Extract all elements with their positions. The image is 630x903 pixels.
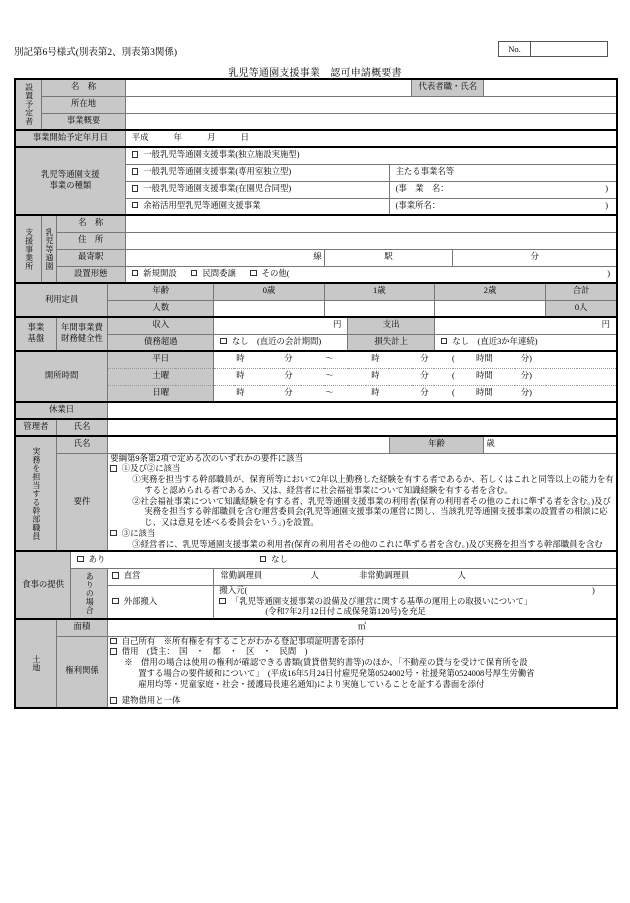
office-vertical-label-left: 支援事業所 [15,215,42,283]
req-item-3: ③経営者に、乳児等通園支援事業の利用者(保育の利用者その他のこれに準ずる者を含む。)及び実務を担当する幹部職員を含む [132,539,603,549]
checkbox-meals-direct[interactable] [112,572,119,579]
meals-standard-line1[interactable]: 「乳児等通園支援事業の設備及び運営に関する基準の運用上の取扱いについて」 [219,597,614,608]
establisher-address-label: 所在地 [42,96,125,113]
checkbox-land-lease[interactable] [110,648,117,655]
hours-h1-0: 時 [236,354,245,364]
meals-cook-counts[interactable]: 常勤調理員 人 非常勤調理員 人 [214,568,617,585]
executive-req-label: 要件 [56,453,108,551]
finance-expense-label: 支出 [348,317,435,334]
req-intro: 要綱第9条第2項で定める次のいずれかの要件に該当 [110,453,303,463]
row-executive-requirements [15,453,617,551]
business-type-label: 乳児等通園支援 事業の種類 [15,147,125,215]
main-business-label: 主たる事業名等 [389,164,617,181]
manager-name-input[interactable] [108,419,617,436]
no-input[interactable] [531,42,607,56]
establisher-address-input[interactable] [125,96,617,113]
req-option-2[interactable]: ③に該当 [110,529,614,540]
req-item-1: ①実務を担当する幹部職員が、保育所等において2年以上勤務した経験を有する者であるか、若しくはこれと同等以上の能力を有すると認められる者であるか、又は、経営者に社会福祉事業について知識経験を有する者を含む。 [132,475,614,495]
form-code: 別記第6号様式(別表第2、別表第3関係) [14,48,178,58]
page-title: 乳児等通園支援事業 認可申請概要書 [228,68,402,79]
checkbox-meals-yes[interactable] [77,556,84,563]
checkbox-meals-external[interactable] [112,598,119,605]
finance-sub-label: 年間事業費 財務健全性 [56,317,108,351]
capacity-count-label: 人数 [108,300,214,317]
checkbox-business-type-3[interactable] [132,202,139,209]
row-land-rights [15,636,617,708]
capacity-count-1[interactable] [324,300,434,317]
no-box [498,41,608,57]
checkbox-business-type-0[interactable] [132,151,139,158]
row-office-setup [15,266,617,283]
office-station-minutes[interactable]: 分 [453,249,617,266]
hours-h2-2: 時 [371,387,380,397]
meals-direct-option[interactable]: 直営 [108,568,214,585]
hours-h1-2: 時 [236,387,245,397]
office-station-line[interactable]: 線 [125,249,324,266]
meals-source-field[interactable]: 搬入元( ) [219,585,595,595]
closed-days-input[interactable] [108,402,617,419]
establisher-vertical-label: 設置予定者 [15,79,42,130]
establisher-name-label: 名 称 [42,79,125,96]
row-business-type-1 [15,147,617,164]
representative-input[interactable] [484,79,617,96]
hours-m2-2: 分 [420,387,429,397]
manager-label: 管理者 [15,419,56,436]
business-type-option-0[interactable]: 一般乳児等通園支援事業(独立施設実施型) [125,147,617,164]
office-station-name[interactable]: 駅 [324,249,453,266]
hours-durh-1: 時間 [476,371,493,381]
establisher-name-input[interactable] [125,79,412,96]
start-date-input[interactable]: 平成 年 月 日 [125,130,617,147]
office-setup-options[interactable]: 新規開設 民間委譲 その他( ) [125,266,617,283]
executive-age-input[interactable]: 歳 [484,436,617,453]
row-office-station [15,249,617,266]
row-establisher-address [15,96,617,113]
checkbox-setup-0[interactable] [132,270,139,277]
finance-income-input[interactable]: 円 [214,317,348,334]
hours-tilde-1: ～ [325,371,334,381]
capacity-age-label: 年齢 [108,283,214,300]
row-manager [15,419,617,436]
representative-label: 代表者職・氏名 [412,79,484,96]
main-form-table [14,78,618,709]
hours-tilde-2: ～ [325,387,334,397]
row-executive-name [15,436,617,453]
office-address-label: 住 所 [56,232,125,249]
land-rights-body [108,636,617,708]
checkbox-setup-2[interactable] [250,270,257,277]
capacity-count-2[interactable] [434,300,545,317]
hours-durh-0: 時間 [476,354,493,364]
row-closed-days [15,402,617,419]
meals-label: 食事の提供 [15,551,71,619]
row-office-address [15,232,617,249]
hours-h1-1: 時 [236,371,245,381]
hours-durh-2: 時間 [476,387,493,397]
executive-name-label: 氏名 [56,436,108,453]
finance-loss-option[interactable]: なし (直近3か年連続) [434,334,617,351]
hours-open-0: ( [451,354,455,364]
no-label: No. [499,42,531,56]
row-start-date [15,130,617,147]
row-establisher-name [15,79,617,96]
land-note-line2: 置する場合の要件緩和について」 (平成16年5月24日付雇児発第0524002号・社援発第0524008号厚生労働省 [138,668,535,678]
executive-vertical-label: 実務を担当する幹部職員 [15,436,56,551]
checkbox-business-type-2[interactable] [132,185,139,192]
meals-standard-line2: (令和7年2月12日付こ成保発第120号)を充足 [265,607,426,617]
land-own-option[interactable]: 自己所有 ※所有権を有することがわかる登記事項証明書を添付 [110,637,614,648]
capacity-count-0[interactable] [214,300,324,317]
executive-name-input[interactable] [108,436,389,453]
finance-income-label: 収入 [108,317,214,334]
row-meals-yesno [15,551,617,568]
req-option-1[interactable]: ①及び②に該当 [110,464,614,475]
land-vertical-label: 土地 [15,619,56,708]
row-meals-direct [15,568,617,585]
business-name-field[interactable]: (事 業 名： ) [389,181,617,198]
capacity-age-1: 1歳 [324,283,434,300]
hours-h2-0: 時 [371,354,380,364]
row-capacity-age [15,283,617,300]
checkbox-loss[interactable] [441,338,448,345]
checkbox-land-building[interactable] [110,697,117,704]
row-office-name [15,215,617,232]
fulltime-cook-unit: 人 [310,571,319,581]
row-hours-weekday [15,351,617,368]
checkbox-req-1[interactable] [110,465,117,472]
hours-label: 開所時間 [15,351,108,402]
checkbox-land-own[interactable] [110,638,117,645]
hours-durm-0: 分) [520,354,532,364]
hours-row-label-0: 平日 [108,351,214,368]
manager-name-label: 氏名 [56,419,108,436]
finance-loss-label: 損失計上 [348,334,435,351]
start-date-label: 事業開始予定年月日 [15,130,125,147]
meals-case-vertical-label: ありの場合 [71,568,108,619]
checkbox-excess-debt[interactable] [220,338,227,345]
hours-m1-0: 分 [284,354,293,364]
land-lease-option[interactable]: 借用 (貸主： 国 ・ 都 ・ 区 ・ 民間 ) [110,647,614,658]
hours-m2-0: 分 [420,354,429,364]
parttime-cook-unit: 人 [457,571,466,581]
establisher-outline-input[interactable] [125,113,617,130]
checkbox-meals-no[interactable] [260,556,267,563]
capacity-age-0: 0歳 [214,283,324,300]
hours-durm-1: 分) [520,371,532,381]
meals-external-option[interactable]: 外部搬入 [108,585,214,619]
business-type-option-1[interactable]: 一般乳児等通園支援事業(専用室独立型) [125,164,389,181]
land-note-line1: ※ 借用の場合は使用の権利が確認できる書類(賃貸借契約書等)のほか、「不動産の貸与を受けて保育所を設 [124,658,528,667]
hours-h2-1: 時 [371,371,380,381]
hours-m1-1: 分 [284,371,293,381]
capacity-age-2: 2歳 [434,283,545,300]
land-area-label: 面積 [56,619,108,636]
hours-value-2[interactable] [214,385,617,402]
row-finance-income [15,317,617,334]
executive-req-body [108,453,617,551]
business-type-option-3[interactable]: 余裕活用型乳児等通園支援事業 [125,198,389,215]
hours-value-1[interactable] [214,368,617,385]
finance-expense-input[interactable]: 円 [434,317,617,334]
office-setup-label: 設置形態 [56,266,125,283]
hours-durm-2: 分) [520,387,532,397]
land-rights-label: 権利関係 [56,636,108,708]
hours-value-0[interactable] [214,351,617,368]
land-note-line3: 雇用均等・児童家庭・社会・援護局長連名通知)により実施していることを証する書面を添付 [138,679,485,689]
checkbox-setup-1[interactable] [191,270,198,277]
hours-row-label-1: 土曜 [108,368,214,385]
row-establisher-outline [15,113,617,130]
req-item-2: ②社会福祉事業について知識経験を有する者、乳児等通園支援事業の利用者(保育の利用者その他のこれに準ずる者を含む。)及び実務を担当する幹部職員を含む運営委員会(乳児等通園支援事業の運営に関し、当該乳児等通園支援事業の設置者の相談に応じ、又は意見を述べる委員会をいう。)を設置。 [132,496,611,527]
capacity-label: 利用定員 [15,283,108,317]
hours-open-2: ( [451,387,455,397]
finance-debt-label: 債務超過 [108,334,214,351]
closed-days-label: 休業日 [15,402,108,419]
office-name-field[interactable]: (事業所名： ) [389,198,617,215]
checkbox-business-type-1[interactable] [132,168,139,175]
business-type-option-2[interactable]: 一般乳児等通園支援事業(在園児合同型) [125,181,389,198]
capacity-total-value: 0人 [546,300,617,317]
finance-debt-option[interactable]: なし (直近の会計期間) [214,334,348,351]
checkbox-meals-standard[interactable] [219,598,226,605]
hours-row-label-2: 日曜 [108,385,214,402]
hours-tilde-0: ～ [325,354,334,364]
hours-m1-2: 分 [284,387,293,397]
office-name-input[interactable] [125,215,617,232]
hours-open-1: ( [451,371,455,381]
office-address-input[interactable] [125,232,617,249]
office-name-label: 名 称 [56,215,125,232]
establisher-outline-label: 事業概要 [42,113,125,130]
finance-label: 事業 基盤 [15,317,56,351]
meals-external-detail [214,585,617,619]
executive-age-label: 年齢 [389,436,484,453]
capacity-total-label: 合計 [546,283,617,300]
land-area-input[interactable]: ㎡ [108,619,617,636]
hours-m2-1: 分 [420,371,429,381]
office-station-label: 最寄駅 [56,249,125,266]
meals-yesno-options[interactable]: あり なし [71,551,617,568]
row-land-area [15,619,617,636]
office-vertical-label-right: 乳児等通園 [42,215,56,283]
land-building-option[interactable]: 建物借用と一体 [110,690,614,707]
checkbox-req-2[interactable] [110,530,117,537]
